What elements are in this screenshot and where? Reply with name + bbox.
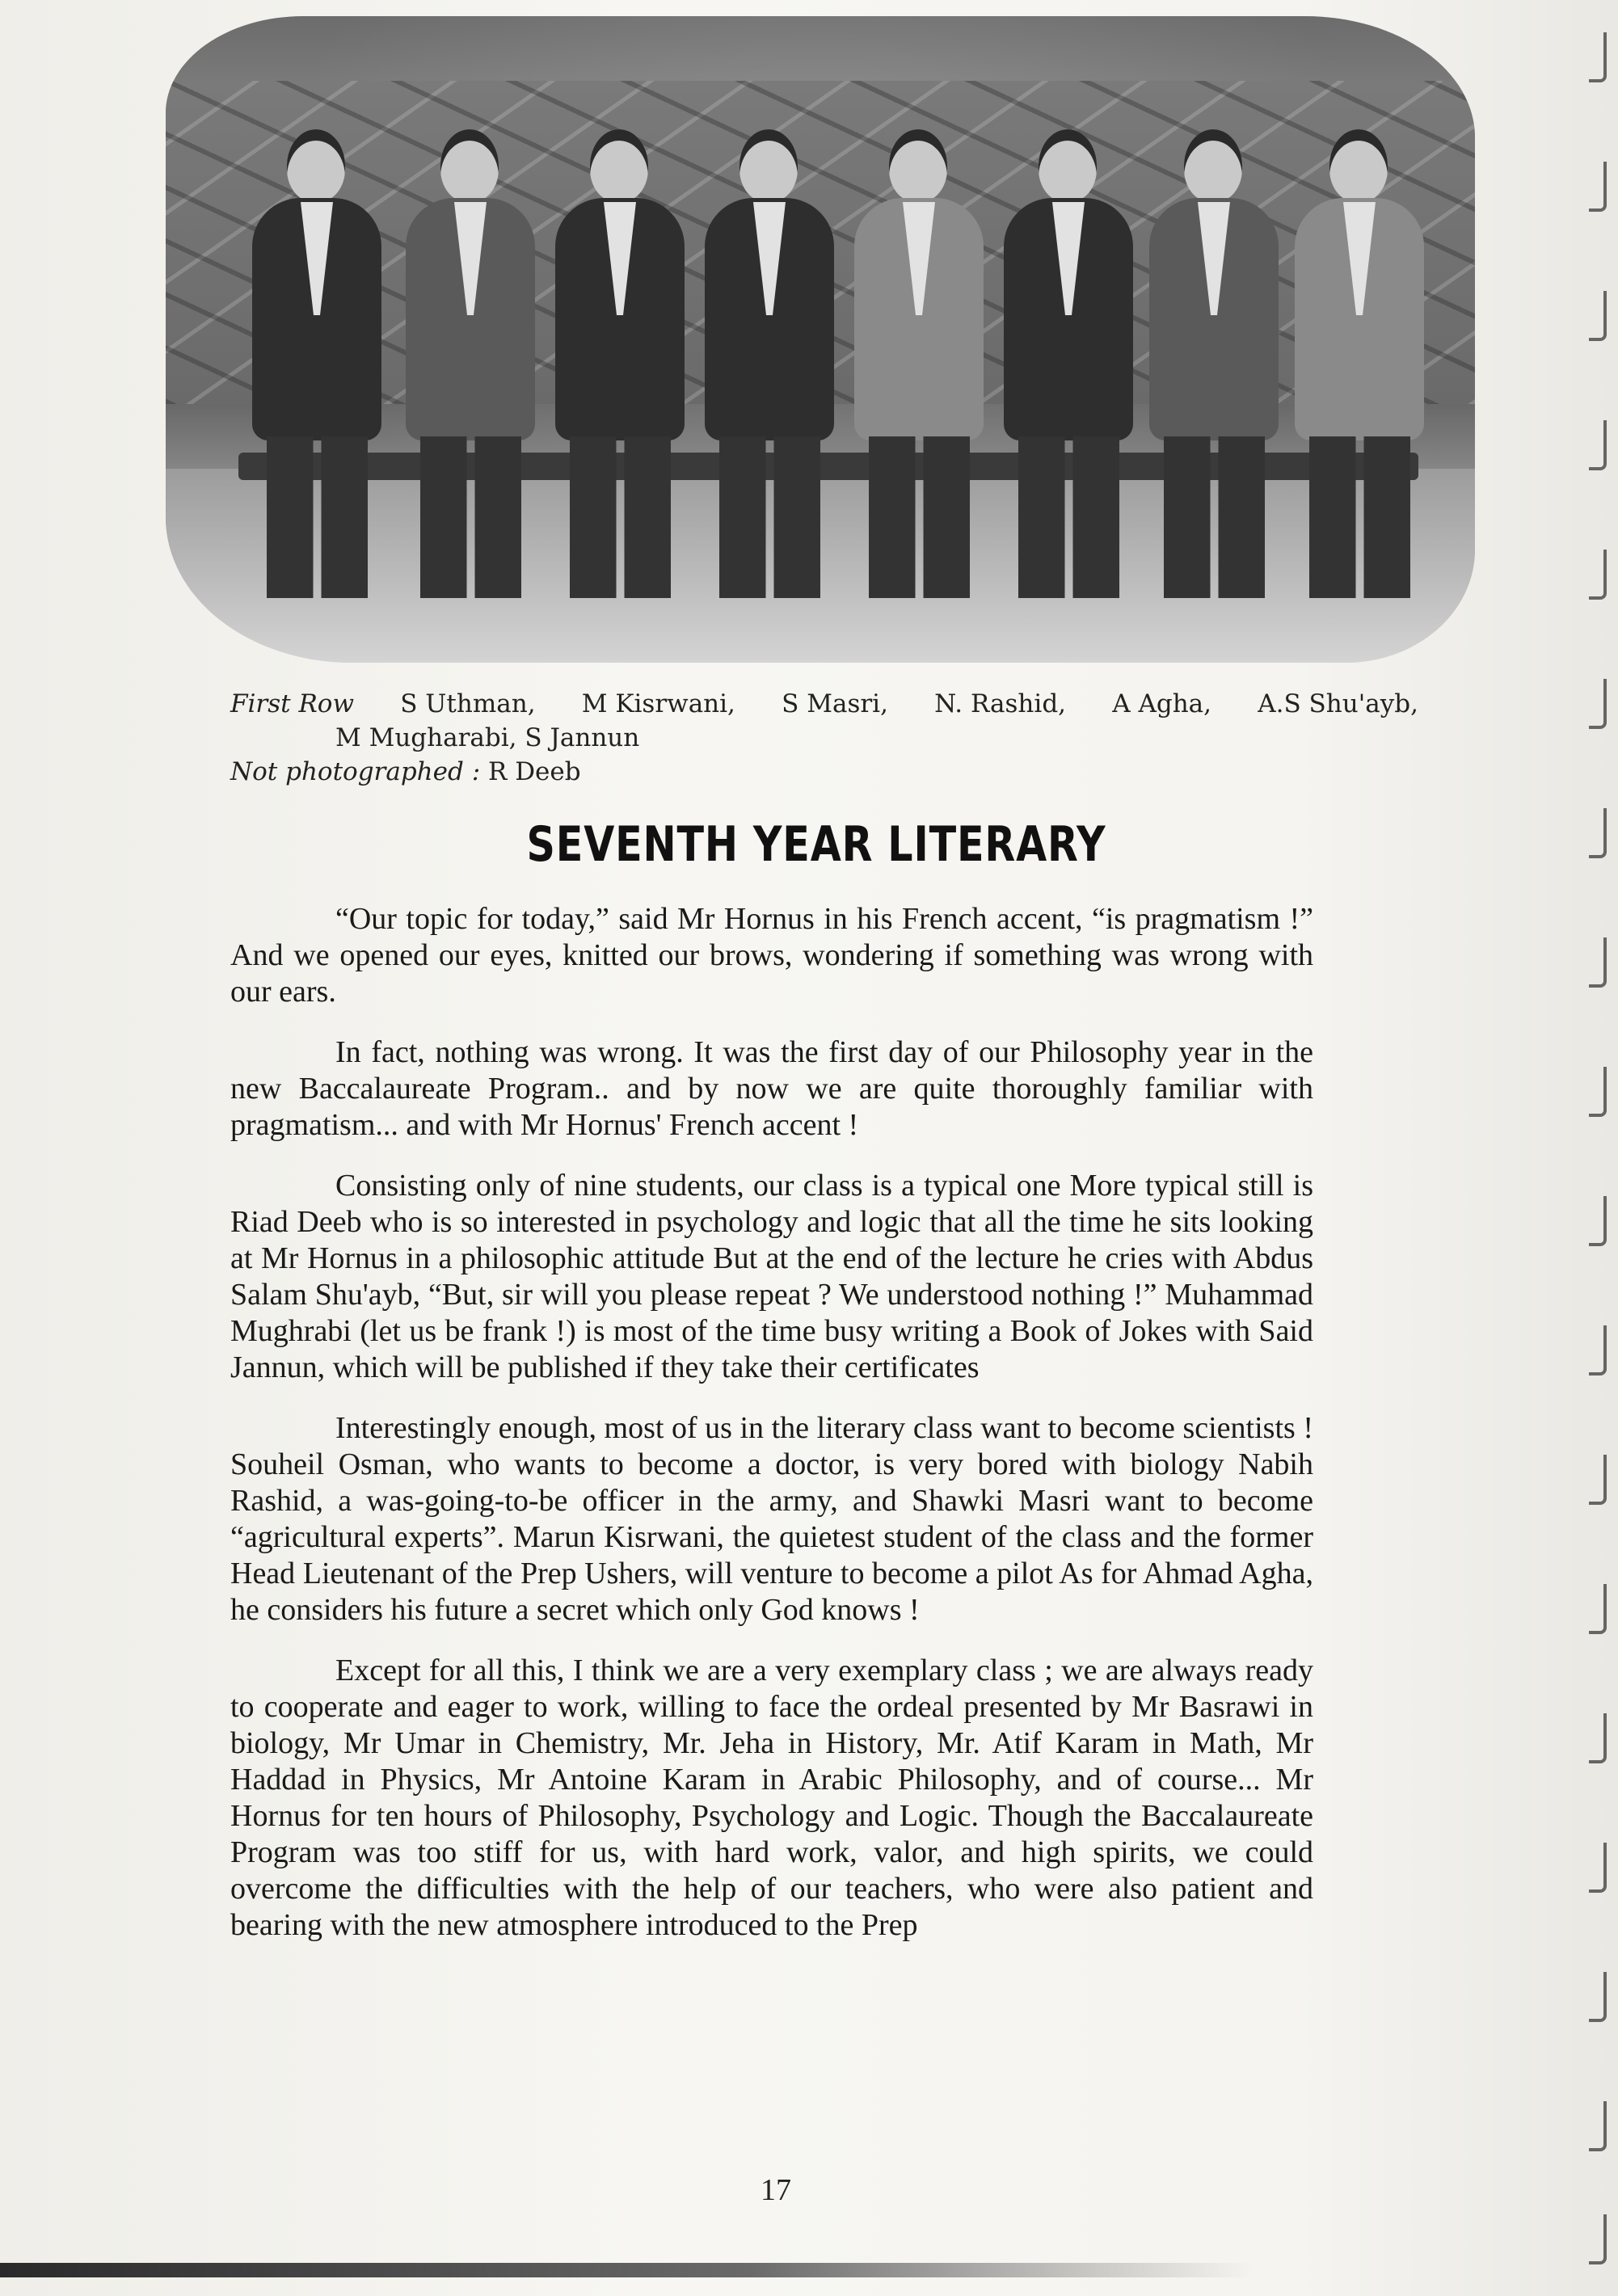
paragraph: In fact, nothing was wrong. It was the first day of our Philosophy year in the new Baccalaureate Program.. and by now we are quite thoroughly familiar with pragmatism... and with Mr Hornus' French accent ! <box>230 1035 1313 1142</box>
person-4 <box>695 113 845 598</box>
person-7 <box>1140 113 1289 598</box>
spiral-binding <box>1570 0 1618 2296</box>
person-6 <box>994 113 1144 598</box>
caption-name: S Masri, <box>782 689 888 718</box>
scan-edge-shadow <box>0 2263 1253 2277</box>
class-group-photo <box>166 16 1475 663</box>
caption-name: M Kisrwani, <box>581 689 735 718</box>
first-row-label: First Row <box>230 689 355 718</box>
photo-caption <box>230 687 1418 789</box>
paragraph: Except for all this, I think we are a very exemplary class ; we are always ready to cooperate and eager to work, willing to face the ordeal presented by Mr Basrawi in biology, Mr Umar in Chemistry, Mr. Jeha in History, Mr. Atif Karam in Math, Mr Haddad in Physics, Mr Antoine Karam in Arabic Philosophy, and of course... Mr Hornus for ten hours of Philosophy, Psychology and Logic. Though the Baccalaureate Program was too stiff for us, with hard work, valor, and high spirits, we could overcome the difficulties with the help of our teachers, who were also patient and bearing with the new atmosphere introduced to the Prep <box>230 1654 1313 1942</box>
person-8 <box>1285 113 1435 598</box>
page-title: SEVENTH YEAR LITERARY <box>526 816 1106 873</box>
paragraph: Interestingly enough, most of us in the literary class want to become scientists ! Souheil Osman, who wants to become a doctor, is very bored with biology Nabih Rashid, a was-going-to-be officer in the army, and Shawki Masri want to become “agricultural experts”. Marun Kisrwani, the quietest student of the class and the former Head Lieutenant of the Prep Ushers, will venture to become a pilot As for Ahmad Agha, he considers his future a secret which only God knows ! <box>230 1411 1313 1627</box>
article-body <box>230 901 1313 1968</box>
page-number: 17 <box>761 2173 791 2207</box>
person-2 <box>396 113 546 598</box>
caption-name: N. Rashid, <box>934 689 1067 718</box>
caption-names-row2: M Mugharabi, S Jannun <box>335 723 640 752</box>
person-1 <box>242 113 392 598</box>
caption-name: A Agha, <box>1112 689 1211 718</box>
person-5 <box>845 113 994 598</box>
caption-name: A.S Shu'ayb, <box>1258 689 1418 718</box>
paragraph: “Our topic for today,” said Mr Hornus in his French accent, “is pragmatism !” And we opened our eyes, knitted our brows, wondering if something was wrong with our ears. <box>230 902 1313 1009</box>
not-photographed-label: Not photographed : <box>230 757 481 786</box>
caption-name: S Uthman, <box>400 689 536 718</box>
not-photographed-name: R Deeb <box>488 757 581 786</box>
person-3 <box>546 113 695 598</box>
paragraph: Consisting only of nine students, our class is a typical one More typical still is Riad Deeb who is so interested in psychology and logic that all the time he sits looking at Mr Hornus in a philosophic attitude But at the end of the lecture he cries with Abdus Salam Shu'ayb, “But, sir will you please repeat ? We understood nothing !” Muhammad Mughrabi (let us be frank !) is most of the time busy writing a Book of Jokes with Said Jannun, which will be published if they take their certificates <box>230 1169 1313 1384</box>
